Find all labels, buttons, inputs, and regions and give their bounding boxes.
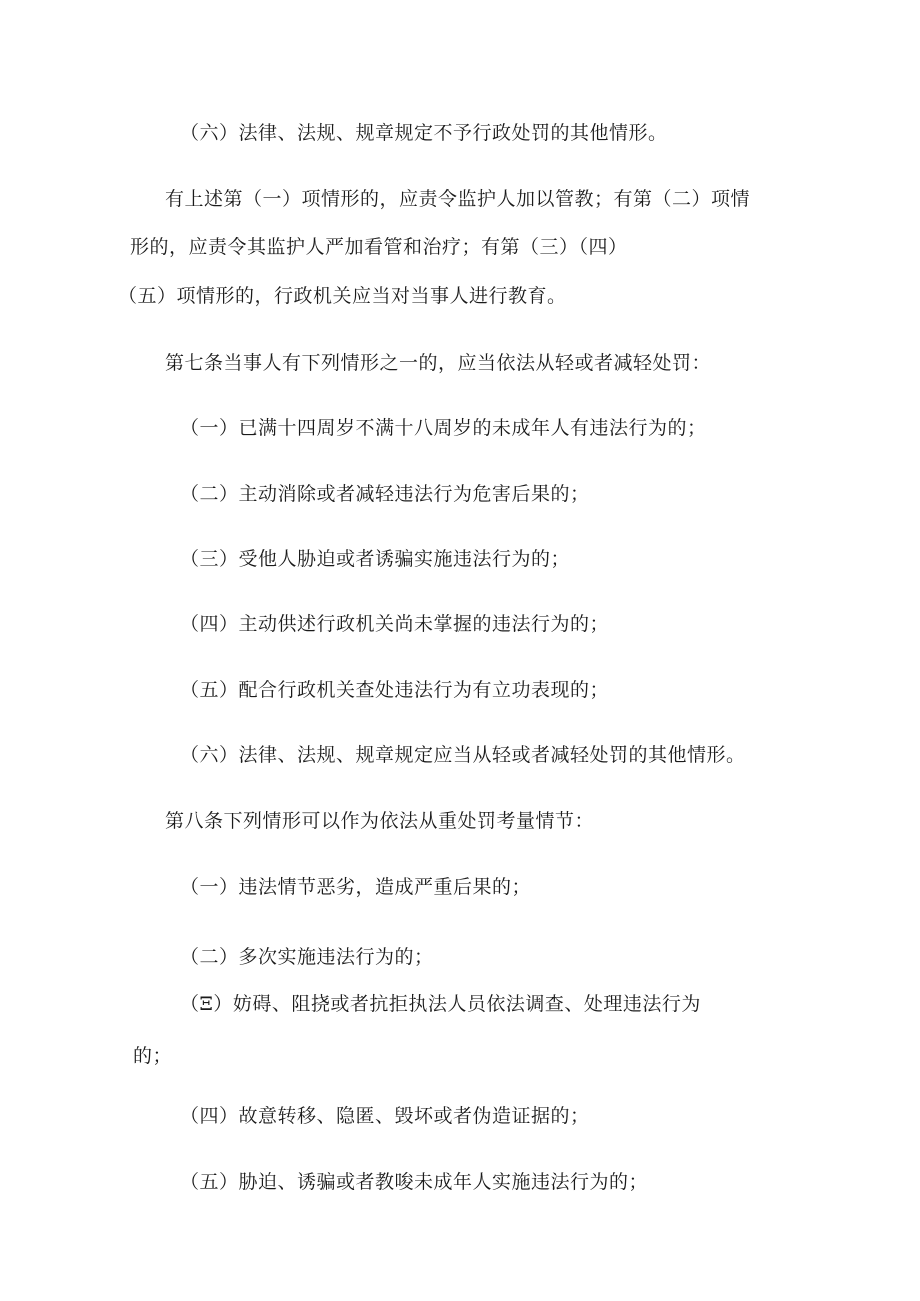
text-line: （三）受他人胁迫或者诱骗实施违法行为的； [180, 548, 571, 570]
text-line: （六）法律、法规、规章规定应当从轻或者减轻处罚的其他情形。 [180, 744, 746, 766]
text-line: 有上述第（一）项情形的，应责令监护人加以管教；有第（二）项情 [165, 188, 751, 210]
text-line: （五）项情形的，行政机关应当对当事人进行教育。 [118, 285, 567, 307]
text-line: （六）法律、法规、规章规定不予行政处罚的其他情形。 [180, 122, 668, 144]
text-line: 的； [133, 1045, 173, 1067]
text-line: （二）主动消除或者减轻违法行为危害后果的； [180, 483, 590, 505]
text-line: （五）配合行政机关查处违法行为有立功表现的； [180, 679, 610, 701]
text-line: （一）已满十四周岁不满十八周岁的未成年人有违法行为的； [180, 417, 707, 439]
text-line: （一）违法情节恶劣，造成严重后果的； [180, 876, 532, 898]
text-line: （四）故意转移、隐匿、毁坏或者伪造证据的； [180, 1105, 590, 1127]
text-line: （五）胁迫、诱骗或者教唆未成年人实施违法行为的； [180, 1171, 649, 1193]
text-line: （四）主动供述行政机关尚未掌握的违法行为的； [180, 613, 610, 635]
text-line: （二）多次实施违法行为的； [180, 946, 434, 968]
text-line: （Ξ）妨碍、阻挠或者抗拒执法人员依法调查、处理违法行为 [180, 993, 701, 1015]
text-line: 第八条下列情形可以作为依法从重处罚考量情节： [165, 810, 595, 832]
text-line: 第七条当事人有下列情形之一的，应当依法从轻或者减轻处罚： [165, 352, 712, 374]
text-line: 形的，应责令其监护人严加看管和治疗；有第（三）（四） [130, 236, 628, 258]
